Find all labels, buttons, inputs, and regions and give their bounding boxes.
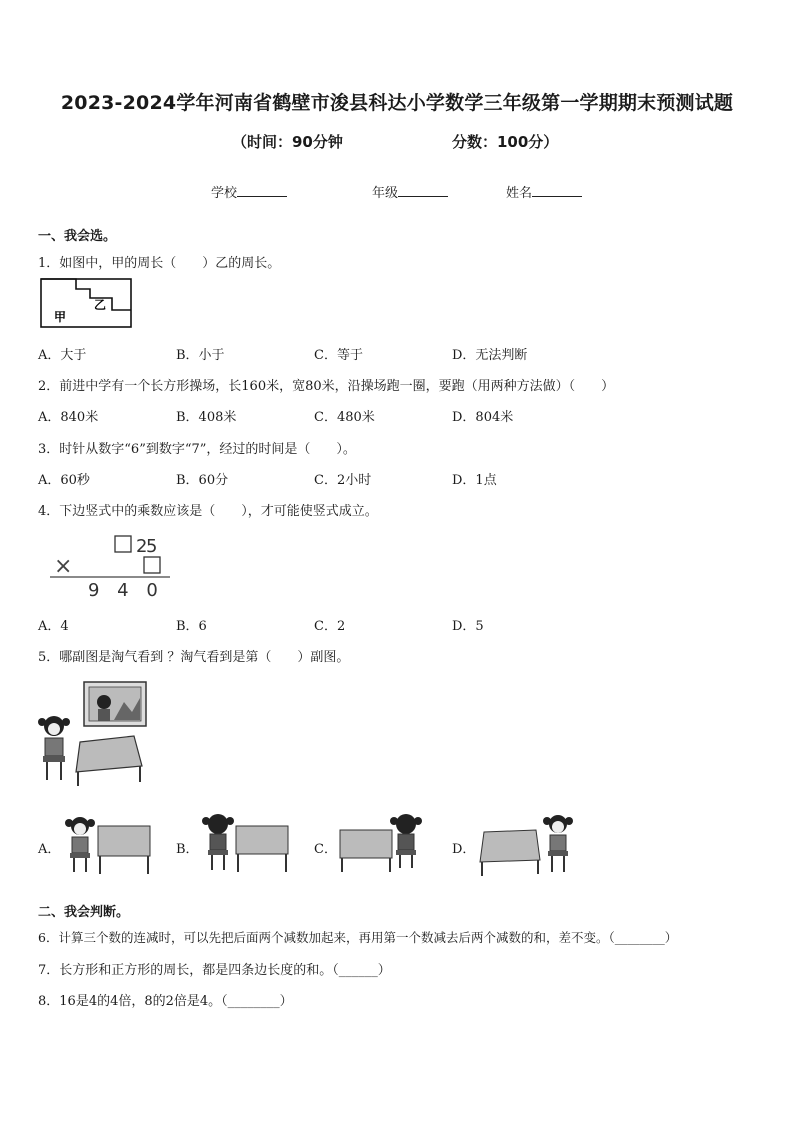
- q2-option-d: D．804米: [452, 410, 514, 425]
- q4-option-a: A．4: [38, 619, 69, 634]
- q2-option-c: C．480米: [314, 410, 375, 425]
- q1-figure: [40, 278, 134, 330]
- q5-option-a-image: [62, 814, 154, 876]
- section1-heading: 一、我会选。: [38, 229, 117, 244]
- q5-scene-picture: [36, 680, 156, 788]
- q5-option-c-image: [336, 812, 428, 874]
- exam-time: （时间：90分钟: [232, 133, 343, 151]
- calc-result: 9 4 0: [88, 580, 164, 601]
- question-7: 7．长方形和正方形的周长，都是四条边长度的和。（______）: [38, 963, 391, 978]
- q3-option-b: B．60分: [176, 473, 229, 488]
- question-2: 2．前进中学有一个长方形操场，长160米，宽80米，沿操场跑一圈，要跑（用两种方法做）（ ）: [38, 379, 615, 394]
- school-label: 学校: [211, 186, 238, 201]
- exam-score: 分数：100分）: [452, 133, 559, 151]
- q5-picture-frame: [84, 682, 146, 726]
- q5-table: [76, 736, 142, 786]
- name-field: [506, 182, 582, 201]
- question-8: 8．16是4的4倍，8的2倍是4。（________）: [38, 994, 293, 1009]
- q4-option-d: D．5: [452, 619, 484, 634]
- q4-option-c: C．2: [314, 619, 346, 634]
- page-title: 2023-2024学年河南省鹤壁市浚县科达小学数学三年级第一学期期末预测试题: [60, 92, 734, 114]
- q5-option-b-image: [200, 812, 292, 874]
- question-4: 4．下边竖式中的乘数应该是（ ），才可能使竖式成立。: [38, 504, 378, 519]
- calc-digit-5: 5: [146, 536, 158, 557]
- calc-box-middle: [115, 536, 131, 552]
- q3-option-c: C．2小时: [314, 473, 372, 488]
- calc-box-multiplier: [144, 557, 160, 573]
- school-field: [211, 182, 287, 201]
- q2-option-a: A．840米: [38, 410, 99, 425]
- q5-option-d-image: [476, 812, 576, 878]
- school-blank: [237, 185, 287, 197]
- calc-times-sign: ×: [54, 554, 73, 579]
- question-1: 1．如图中，甲的周长（ ）乙的周长。: [38, 256, 281, 271]
- q2-option-b: B．408米: [176, 410, 237, 425]
- q1-option-a: A．大于: [38, 348, 87, 363]
- name-blank: [532, 185, 582, 197]
- calc-digit-2: 2: [136, 536, 148, 557]
- q1-label-jia: 甲: [54, 310, 67, 324]
- q5-option-c: C．: [314, 842, 337, 857]
- q1-option-d: D．无法判断: [452, 348, 528, 363]
- q1-option-c: C．等于: [314, 348, 363, 363]
- grade-blank: [398, 185, 448, 197]
- question-5: 5．哪副图是淘气看到 ？淘气看到是第（ ）副图。: [38, 650, 350, 665]
- q5-option-a: A．: [38, 842, 61, 857]
- q5-girl: [38, 716, 70, 780]
- q4-vertical-calculation: [48, 532, 172, 602]
- question-3: 3．时针从数字“6”到数字“7”，经过的时间是（ ）。: [38, 442, 356, 457]
- grade-label: 年级: [372, 186, 399, 201]
- q1-stair-line: [41, 279, 131, 310]
- q1-option-b: B．小于: [176, 348, 225, 363]
- q4-option-b: B．6: [176, 619, 207, 634]
- q3-option-a: A．60秒: [38, 473, 90, 488]
- q3-option-d: D．1点: [452, 473, 497, 488]
- q5-option-d: D．: [452, 842, 476, 857]
- q5-option-b: B．: [176, 842, 199, 857]
- q1-label-yi: 乙: [94, 298, 107, 312]
- question-6: 6．计算三个数的连减时，可以先把后面两个减数加起来，再用第一个数减去后两个减数的和，差不变。（________）: [38, 930, 678, 945]
- section2-heading: 二、我会判断。: [38, 905, 130, 920]
- name-label: 姓名: [506, 186, 533, 201]
- grade-field: [372, 182, 448, 201]
